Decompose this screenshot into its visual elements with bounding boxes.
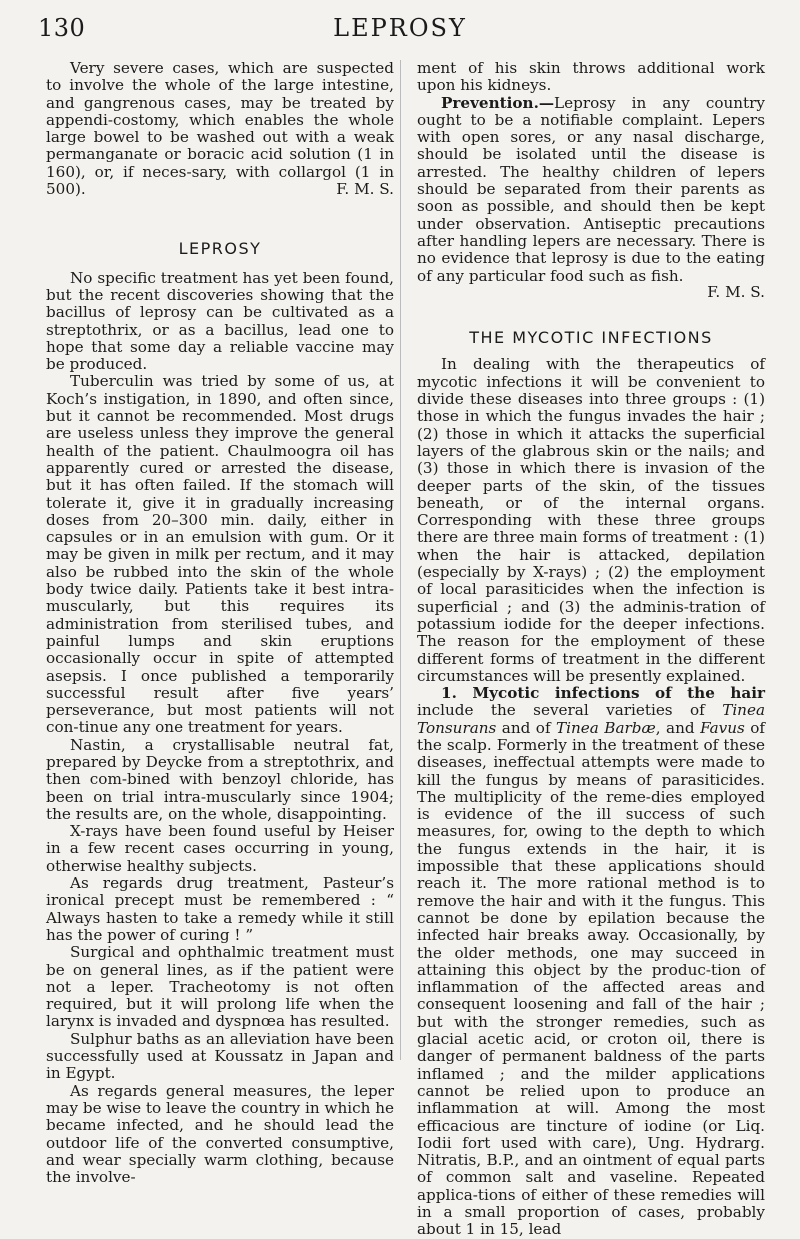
paragraph: Surgical and ophthalmic treatment must be on general lines, as if the patient were not a leper. Tracheotomy is not often required, but it will prolong life when the larynx is invaded and dyspnœa has resulted.	[46, 943, 394, 1031]
opening-paragraph	[46, 60, 394, 198]
prevention-lead: Prevention.—	[441, 93, 555, 112]
prevention-paragraph	[417, 95, 765, 285]
numbered-text: , and	[655, 718, 701, 737]
column-divider	[400, 60, 401, 1060]
section-heading-leprosy: LEPROSY	[178, 239, 262, 259]
prevention-signoff: F. M. S.	[707, 282, 765, 301]
section-heading-mycotic: THE MYCOTIC INFECTIONS	[469, 328, 713, 348]
tinea-tonsurans: Tinea Tonsurans	[417, 701, 765, 737]
page-number: 130	[38, 14, 86, 42]
paragraph: Tuberculin was tried by some of us, at Koch’s instigation, in 1890, and often since, but it cannot be recommended. Most drugs are useless unless they improve the general health of the patient. Chaulmoogra oil has apparently cured or arrested the disease, but it has often failed. If the stomach will tolerate it, give it in gradually increasing doses from 20–300 min. daily, either in capsules or in an emulsion with gum. Or it may be given in milk per rectum, and it may also be rubbed into the skin of the whole body twice daily. Patients take it best intra-muscularly, but this requires its administration from sterilised tubes, and painful lumps and skin eruptions occasionally occur in spite of attempted asepsis. I once published a temporarily successful result after five years’ perseverance, but most patients will not con-tinue any one treatment for years.	[46, 372, 394, 737]
left-column	[46, 60, 394, 1186]
intro-paragraph: In dealing with the therapeutics of mycotic infections it will be convenient to divide these diseases into three groups : (1) those in which the fungus invades the hair ; (2) those in which it attacks the superficial layers of the glabrous skin or the nails; and (3) those in which there is invasion of the deeper parts of the skin, of the tissues beneath, or of the internal organs. Corresponding with these three groups there are three main forms of treatment : (1) when the hair is attacked, depilation (especially by X-rays) ; (2) the employment of local parasiticides when the infection is superficial ; and (3) the adminis-tration of potassium iodide for the deeper infections. The reason for the employment of these different forms of treatment in the different circumstances will be presently explained.	[417, 355, 765, 685]
paragraph: As regards general measures, the leper may be wise to leave the country in which he became infected, and he should lead the outdoor life of the converted consumptive, and wear specially warm clothing, because the involve-	[46, 1081, 394, 1187]
opening-text: Very severe cases, which are suspected to involve the whole of the large intestine, and gangrenous cases, may be treated by appendi-costomy, which enables the whole large bowel to be washed out with a weak permanganate or boracic acid solution (1 in 160), or, if neces-sary, with collargol (1 in 500).	[46, 59, 394, 199]
numbered-text: include the several varieties of	[417, 701, 723, 720]
opening-signoff: F. M. S.	[336, 180, 394, 199]
favus: Favus	[700, 718, 745, 737]
paragraph: No specific treatment has yet been found, but the recent discoveries showing that the bacillus of leprosy can be cultivated as a streptothrix, or as a bacillus, lead one to hope that some day a reliable vaccine may be produced.	[46, 268, 394, 374]
paragraph: As regards drug treatment, Pasteur’s ironical precept must be remembered : “ Always hasten to take a remedy while it still has the power of curing ! ”	[46, 874, 394, 944]
continuation-paragraph: ment of his skin throws additional work upon his kidneys.	[417, 59, 765, 95]
numbered-text: and of	[496, 718, 557, 737]
paragraph: Nastin, a crystallisable neutral fat, prepared by Deycke from a streptothrix, and then com-bined with benzoyl chloride, has been on trial intra-muscularly since 1904; the results are, on the whole, disappointing.	[46, 735, 394, 823]
right-column	[417, 60, 765, 1239]
running-head-title: LEPROSY	[333, 14, 467, 42]
tinea-barbae: Tinea Barbæ	[556, 718, 656, 737]
numbered-paragraph	[417, 685, 765, 1239]
numbered-lead: 1. Mycotic infections of the hair	[441, 684, 765, 703]
prevention-text: Leprosy in any country ought to be a notifiable complaint. Lepers with open sores, or any nasal discharge, should be isolated until the disease is arrested. The healthy children of lepers should be separated from their parents as soon as possible, and should then be kept under observation. Antiseptic precautions after handling lepers are necessary. There is no evidence that leprosy is due to the eating of any particular food such as fish.	[417, 93, 765, 285]
numbered-text: of the scalp. Formerly in the treatment of these diseases, ineffectual attempts were made to kill the fungus by means of parasiticides. The multiplicity of the reme-dies employed is evidence of the ill success of such measures, for, owing to the depth to which the fungus extends in the hair, it is impossible that these applications should reach it. The more rational method is to remove the hair and with it the fungus. This cannot be done by epilation because the infected hair breaks away. Occasionally, by the older methods, one may succeed in attaining this object by the produc-tion of inflammation of the affected areas and consequent loosening and fall of the hair ; but with the stronger remedies, such as glacial acetic acid, or croton oil, there is danger of permanent baldness of the parts inflamed ; and the milder applications cannot be relied upon to produce an inflammation at will. Among the most efficacious are tincture of iodine (or Liq. Iodii fort used with care), Ung. Hydrarg. Nitratis, B.P., and an ointment of equal parts of common salt and vaseline. Repeated applica-tions of either of these remedies will in a small proportion of cases, probably about 1 in 15, lead	[417, 718, 766, 1239]
paragraph: Sulphur baths as an alleviation have been successfully used at Koussatz in Japan and in Egypt.	[46, 1029, 394, 1083]
paragraph: X-rays have been found useful by Heiser in a few recent cases occurring in young, otherwise healthy subjects.	[46, 822, 394, 875]
